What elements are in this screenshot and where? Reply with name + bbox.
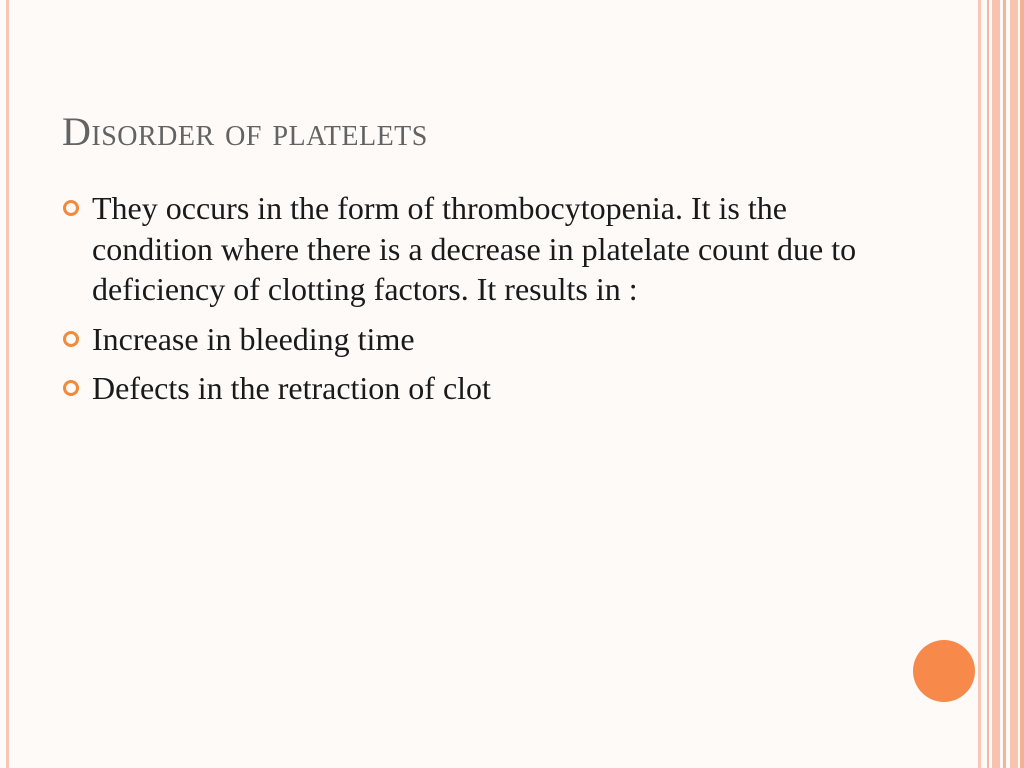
right-stripe-decoration (978, 0, 981, 768)
right-stripe-decoration (1020, 0, 1024, 768)
bullet-text: They occurs in the form of thrombocytopenia. It is the condition where there is a decrease in platelate count due to deficiency of clotting factors. It results in : (92, 190, 857, 307)
slide-title: Disorder of platelets (62, 109, 428, 154)
bullet-item (62, 319, 882, 360)
left-border-decoration (6, 0, 9, 768)
bullet-list (62, 188, 882, 418)
bullet-text: Defects in the retraction of clot (92, 370, 491, 406)
bullet-circle-icon (63, 331, 79, 347)
right-stripe-decoration (992, 0, 1000, 768)
bullet-text: Increase in bleeding time (92, 320, 415, 357)
right-stripe-decoration (1010, 0, 1018, 768)
bullet-item (62, 188, 882, 310)
right-stripe-decoration (1003, 0, 1006, 768)
right-stripe-decoration (987, 0, 989, 768)
decorative-circle-icon (913, 640, 975, 702)
bullet-item (62, 368, 882, 409)
bullet-circle-icon (63, 200, 79, 216)
bullet-circle-icon (63, 380, 79, 396)
